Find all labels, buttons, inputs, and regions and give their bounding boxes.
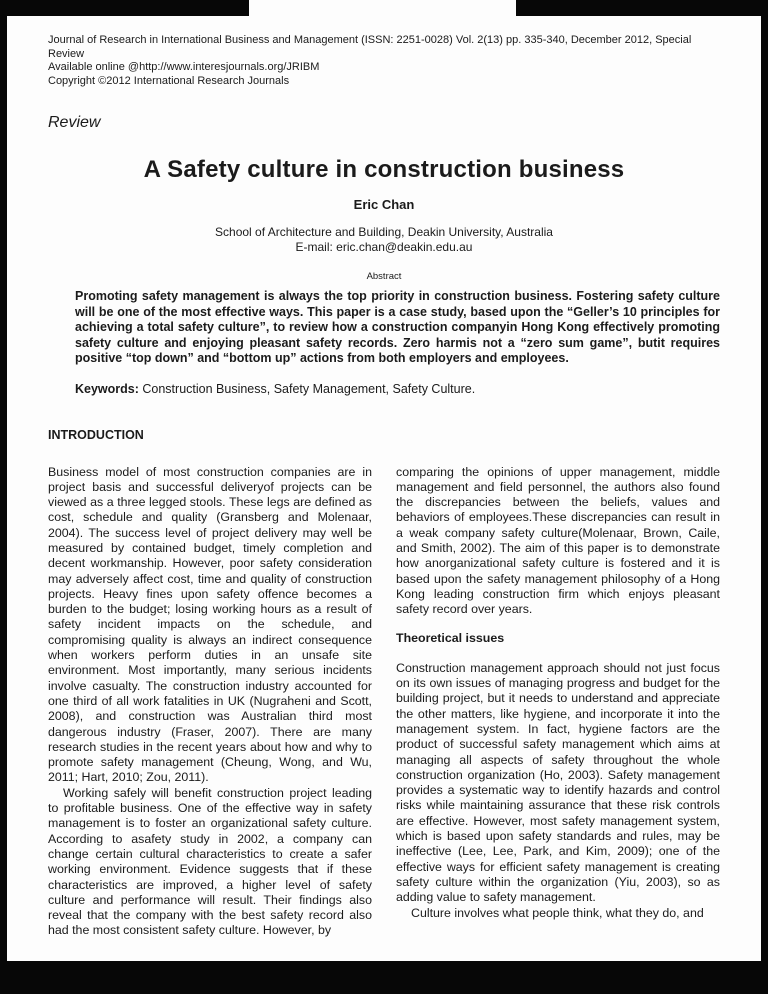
left-column <box>48 465 372 939</box>
body-paragraph: comparing the opinions of upper management, middle management and field personnel, the authors also found the discrepancies between the beliefs, values and behaviors of employees.These discrepancies can result in a weak company safety culture(Molenaar, Brown, Caile, and Smith, 2002). The aim of this paper is to demonstrate how anorganizational safety culture is fostered and it is based upon the safety management philosophy of a Hong Kong leading construction firm which enjoys pleasant safety record over years. <box>396 464 720 617</box>
abstract-heading: Abstract <box>366 271 402 282</box>
page-content <box>48 34 720 939</box>
author-email: E-mail: eric.chan@deakin.edu.au <box>295 240 473 254</box>
author-affiliation: School of Architecture and Building, Deakin University, Australia <box>215 225 553 239</box>
journal-header-line1: Journal of Research in International Business and Management (ISSN: 2251-0028) Vol. 2(13) pp. 335-340, December 2012, Special <box>48 34 692 46</box>
scan-artifact-top-left <box>0 0 249 16</box>
two-column-body <box>48 465 720 939</box>
body-paragraph: Construction management approach should not just focus on its own issues of managing progress and budget for the building project, but it needs to understand and appreciate the other matters, like hygiene, and incorporate it into the management system. In fact, hygiene factors are the product of successful safety management which aims at managing all aspects of safety throughout the whole construction organization (Ho, 2003). Safety management provides a systematic way to identify hazards and control risks while maintaining assurance that these risk controls are effective. However, most safety management system, which is based upon safety standards and rules, may be ineffective (Lee, Lee, Park, and Kim, 2009); one of the effective ways for efficient safety management is creating safety culture within the organization (Yiu, 2003), so as adding value to safety management. <box>396 660 720 905</box>
author-name: Eric Chan <box>353 197 415 212</box>
scan-artifact-top-right <box>516 0 768 16</box>
abstract-text: Promoting safety management is always the top priority in construction business. Fostering safety culture will be one of the most effective ways. This paper is a case study, based upon the “Geller’s 10 principles for achieving a total safety culture”, to review how a construction companyin Hong Kong effectively promoting safety culture and enjoying pleasant safety records. Zero harmis not a “zero sum game”, butit requires positive “top down” and “bottom up” actions from both employers and employees. <box>75 289 720 365</box>
introduction-heading: INTRODUCTION <box>48 427 144 442</box>
journal-copyright-line: Copyright ©2012 International Research Journals <box>48 74 290 87</box>
scan-artifact-right-edge <box>761 0 768 962</box>
keywords-label: Keywords: <box>75 381 139 396</box>
scan-artifact-bottom <box>0 961 768 994</box>
body-paragraph: Working safely will benefit construction project leading to profitable business. One of the effective way in safety management is to foster an organizational safety culture. According to asafety study in 2002, a company can change certain cultural characteristics to create a safer working environment. Evidence suggests that if these characteristics are improved, a higher level of safety culture and performance will result. Their findings also reveal that the company with the best safety record also had the most consistent safety culture. However, by <box>48 785 372 938</box>
body-paragraph: Culture involves what people think, what they do, and <box>411 905 704 920</box>
author-affiliation-block <box>48 225 720 255</box>
paper-title: A Safety culture in construction business <box>143 156 625 183</box>
scan-artifact-left-edge <box>0 0 7 962</box>
keywords-text: Construction Business, Safety Management, Safety Culture. <box>138 381 476 396</box>
journal-header <box>48 34 720 88</box>
journal-availability-line: Available online @http://www.interesjournals.org/JRIBM <box>48 61 320 73</box>
keywords-line <box>48 382 720 396</box>
article-type-label: Review <box>48 114 101 131</box>
body-paragraph: Business model of most construction companies are in project basis and successful deliveryof projects can be viewed as a three legged stools. These legs are defined as cost, schedule and quality (Gransberg and Molenaar, 2004). The success level of project delivery may well be measured by contained budget, timely completion and decent workmanship. However, poor safety consideration may adversely affect cost, time and quality of construction projects. Heavy fines upon safety offence becomes a burden to the budget; losing working hours as a result of safety incident impacts on the schedule, and compromising quality is always an indirect consequence when workers perform duties in an unsafe site environment. Most importantly, many serious incidents involve casualty. The construction industry accounted for one third of all work fatalities in UK (Nugraheni and Scott, 2008), and construction was Australian third most dangerous industry (Fraser, 2007). There are many research studies in the recent years about how and why to promote safety management (Cheung, Wong, and Wu, 2011; Hart, 2010; Zou, 2011). <box>48 464 372 785</box>
journal-header-line2: Review <box>48 47 85 60</box>
right-column <box>396 465 720 939</box>
theoretical-issues-heading: Theoretical issues <box>396 631 505 646</box>
